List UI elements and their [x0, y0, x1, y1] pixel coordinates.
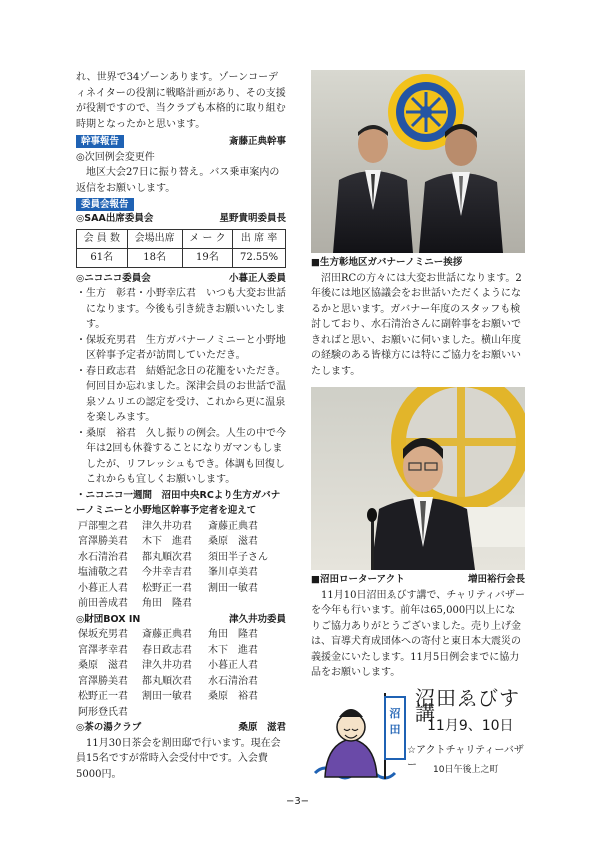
tea-person: 桑原 滋君 [238, 722, 286, 733]
table-header-row [77, 229, 286, 248]
tea-body: 11月30日茶会を割田邸で行います。現在会員15名ですが常時入会受付中です。入会費5000円。 [76, 737, 281, 780]
photo1-body: 沼田RCの方々には大変お世話になります。2年後には地区協議会をお世話いただくようになるかと思います。ガバナー年度のスタッフも検討しており、水石清治さんに副幹事をお願いできればと思い、お願いに伺いました。横山年度の経験のある皆様方には特にご協力をお願いいたします。 [311, 272, 522, 377]
name-cell [208, 705, 288, 721]
list-item: ・ 生方 彰君・小野幸広君 いつも大変お世話になります。今後も引き続きお願いいたします。 [76, 286, 286, 333]
photo2-person: 増田裕行会長 [467, 574, 525, 585]
list-item-text: 春日政志君 結婚記念日の花籠をいただき。何回目か忘れました。深津会員のお世話で温泉ソムリエの認定を受け、これから更に温泉を楽しみます。 [86, 365, 286, 423]
name-cell: 戸部聖之君 [78, 520, 128, 532]
name-cell: 斎藤正典君 [142, 629, 192, 640]
kanji-report-header [76, 134, 286, 150]
ebisu-event: ☆アクトチャリティーバザー [407, 744, 524, 771]
list-item-text: 生方 彰君・小野幸広君 いつも大変お世話になります。今後も引き続きお願いいたします。 [86, 288, 286, 330]
list-item-text: 保坂充男君 生方ガバナーノミニーと小野地区幹事予定者が訪問していただき。 [86, 334, 286, 361]
name-cell: 木下 進君 [208, 644, 258, 656]
saa-title: ◎SAA出席委員会 [76, 213, 154, 224]
change-body: 地区大会27日に振り替え。バス乗車案内の返信をお願いします。 [76, 167, 280, 194]
table-header-cell: 出 席 率 [233, 229, 286, 248]
boxin-header [76, 612, 286, 628]
ebisu-illustration [311, 687, 411, 787]
table-header-cell: 会場出席 [127, 229, 182, 248]
table-cell: 19名 [182, 248, 233, 267]
name-cell: 都丸順次君 [142, 551, 192, 563]
photo2-caption: ■沼田ローターアクト [311, 574, 405, 585]
list-item: ・ 春日政志君 結婚記念日の花籠をいただき。何回目か忘れました。深津会員のお世話で温泉ソムリエの認定を受け、これから更に温泉を楽しみます。 [76, 364, 286, 426]
table-row [77, 248, 286, 267]
table-header-cell: 会 員 数 [77, 229, 128, 248]
name-cell: 水石清治君 [78, 551, 128, 563]
name-cell: 阿形登氏君 [78, 706, 128, 718]
name-cell: 津久井功君 [142, 660, 192, 671]
governor-photo [311, 70, 525, 253]
table-cell: 72.55% [233, 248, 286, 267]
right-column [311, 70, 525, 787]
name-cell: 宮澤勝美君 [78, 675, 128, 687]
nico-week-title: ・ニコニコ一週間 沼田中央RCより生方ガバナーノミニーと小野地区幹事予定者を迎えて [76, 489, 281, 516]
name-cell [142, 705, 208, 721]
name-cell: 水石清治君 [208, 675, 258, 687]
name-cell: 小暮正人君 [78, 582, 128, 594]
page-number: −3− [285, 796, 310, 807]
kanji-report-label: 幹事報告 [76, 135, 124, 148]
nico-title: ◎ニコニコ委員会 [76, 272, 151, 284]
left-column [76, 70, 286, 782]
ebisu-ad [311, 687, 525, 787]
table-cell: 61名 [77, 248, 128, 267]
saa-person: 星野貴明委員長 [219, 213, 286, 224]
boxin-name-grid [76, 627, 286, 720]
rotaract-photo-image [311, 387, 525, 570]
name-cell: 割田一敏君 [208, 582, 258, 594]
table-header-cell: メ ー ク [182, 229, 233, 248]
photo2-caption-row [311, 572, 525, 588]
list-item-text: 桑原 裕君 久し振りの例会。人生の中で今年は2回も休養することになりガマンもしましたが、リフレッシュもでき。体調も回復しこれからも宜しくお願いします。 [86, 427, 286, 485]
name-cell: 小暮正人君 [208, 660, 258, 671]
name-cell: 松野正一君 [78, 691, 128, 702]
boxin-title: ◎財団BOX IN [76, 613, 141, 625]
list-item: ・ 保坂充男君 生方ガバナーノミニーと小野地区幹事予定者が訪問していただき。 [76, 333, 286, 364]
name-cell: 斎藤正典君 [208, 520, 258, 532]
name-cell: 須田半子さん [208, 551, 268, 563]
boxin-person: 津久井功委員 [228, 613, 286, 625]
ebisu-place: 10日午後上之町 [433, 764, 499, 775]
rotaract-photo [311, 387, 525, 570]
intro-text: れ、世界で34ゾーンあります。ゾーンコーディネイターの役割に戦略計画があり、その支援が役割ですので、当クラブも本格的に取り組む時期となったかと思います。 [76, 72, 286, 130]
name-cell: 角田 隆君 [208, 629, 258, 640]
attendance-table [76, 229, 286, 268]
name-cell: 都丸順次君 [142, 675, 192, 687]
nico-header [76, 271, 286, 287]
name-cell: 桑原 滋君 [78, 660, 128, 671]
table-cell: 18名 [127, 248, 182, 267]
nico-name-grid [76, 519, 286, 612]
name-cell: 松野正一君 [142, 582, 192, 594]
name-cell: 宮澤勝美君 [78, 536, 128, 547]
name-cell: 塩浦敬之君 [78, 567, 128, 578]
name-cell: 宮澤孝幸君 [78, 644, 128, 656]
name-cell: 割田一敏君 [142, 691, 192, 702]
photo1-caption: ■生方彰地区ガバナーノミニー挨拶 [311, 257, 463, 268]
name-cell: 木下 進君 [142, 536, 192, 547]
change-title: ◎次回例会変更件 [76, 151, 155, 163]
saa-header [76, 211, 286, 227]
ebisu-flag-char2: 田 [389, 722, 401, 736]
tea-title: ◎茶の湯クラブ [76, 722, 142, 733]
name-cell: 桑原 裕君 [208, 691, 258, 702]
photo2-body: 11月10日沼田ゑびす講で、チャリティバザーを今年も行います。前年は65,000円以上になりご協力ありがとうございました。売り上げ金は、盲導犬育成団体への寄付と東日本大震災の義援金にいたします。11月5日例会までに協力品をお願いします。 [311, 589, 525, 678]
name-cell: 角田 隆君 [142, 598, 192, 609]
name-cell: 桑原 滋君 [208, 536, 258, 547]
nico-person: 小暮正人委員 [228, 272, 286, 284]
list-item: ・ 桑原 裕君 久し振りの例会。人生の中で今年は2回も休養することになりガマンもしましたが、リフレッシュもでき。体調も回復しこれからも宜しくお願いします。 [76, 426, 286, 488]
committee-header [76, 198, 286, 211]
committee-label: 委員会報告 [76, 198, 134, 211]
name-cell: 今井幸吉君 [142, 567, 192, 578]
name-cell: 前田善成君 [78, 598, 128, 609]
name-cell [208, 596, 288, 612]
ebisu-title: 沼田ゑびす講 [415, 685, 520, 725]
governor-photo-image [311, 70, 525, 253]
name-cell: 津久井功君 [142, 520, 192, 532]
name-cell: 保坂充男君 [78, 629, 128, 640]
tea-header [76, 720, 286, 736]
name-cell: 春日政志君 [142, 644, 192, 656]
name-cell: 峯川卓美君 [208, 567, 258, 578]
kanji-report-person: 斎藤正典幹事 [228, 136, 286, 147]
ebisu-date: 11月9、10日 [427, 717, 514, 734]
ebisu-flag-char1: 沼 [389, 706, 401, 720]
